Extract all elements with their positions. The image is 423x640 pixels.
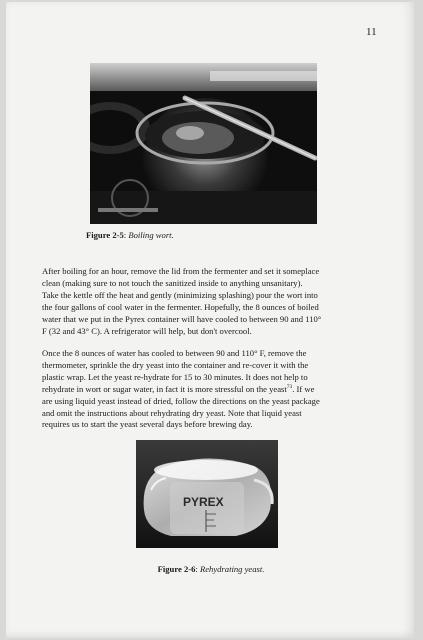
pyrex-logo-text: PYREX xyxy=(183,495,224,509)
paragraph-1-line: F (32 and 43° C). A refrigerator will help, but don't overcool. xyxy=(42,325,252,336)
figure-2-5-label: Figure 2-5 xyxy=(86,230,124,240)
paragraph-2-line: are using liquid yeast instead of dried, follow the directions on the yeast package xyxy=(42,395,320,406)
figure-2-5-caption xyxy=(86,230,246,240)
paragraph-1-line: water that we put in the Pyrex container will have cooled to between 90 and 110° xyxy=(42,313,322,324)
paragraph-1-line: the four gallons of cool water in the fermenter. Hopefully, the 8 ounces of boiled xyxy=(42,301,319,312)
paragraph-2-line: thermometer, sprinkle the dry yeast into the container and re-cover it with the xyxy=(42,359,309,370)
figure-2-6-separator: : xyxy=(195,564,200,574)
figure-2-5-title: Boiling wort. xyxy=(128,230,174,240)
paragraph-2 xyxy=(42,348,376,431)
paragraph-2-line xyxy=(42,384,376,396)
paragraph-2-line: requires us to start the yeast several days before brewing day. xyxy=(42,419,253,430)
figure-2-6-title: Rehydrating yeast. xyxy=(199,564,265,574)
book-page xyxy=(6,2,414,638)
page-number: 11 xyxy=(366,26,377,38)
figure-2-6-caption xyxy=(106,564,316,574)
footnote-reference[interactable]: 73 xyxy=(286,383,293,390)
paragraph-1 xyxy=(42,266,376,337)
paragraph-2-line: Once the 8 ounces of water has cooled to between 90 and 110° F, remove the xyxy=(42,348,307,358)
paragraph-2-line: plastic wrap. Let the yeast re-hydrate for 15 to 30 minutes. It does not help to xyxy=(42,371,308,382)
figure-2-5-separator: : xyxy=(123,230,129,240)
boiling-wort-photo xyxy=(90,63,317,224)
paragraph-1-line: After boiling for an hour, remove the lid from the fermenter and set it someplace xyxy=(42,266,320,276)
paragraph-1-line: clean (making sure to not touch the sanitized inside to anything unsanitary). xyxy=(42,277,303,288)
paragraph-2-text: rehydrate in wort or sugar water, in fact it is more stressful on the yeast xyxy=(42,383,287,394)
paragraph-2-line: and omit the instructions about rehydrating dry yeast. Note that liquid yeast xyxy=(42,407,302,418)
figure-2-6-label: Figure 2-6 xyxy=(157,564,196,574)
rehydrating-yeast-photo xyxy=(136,440,278,548)
paragraph-1-line: Take the kettle off the heat and gently (minimizing splashing) pour the wort into xyxy=(42,289,318,300)
paragraph-2-text: . If we xyxy=(292,383,315,394)
